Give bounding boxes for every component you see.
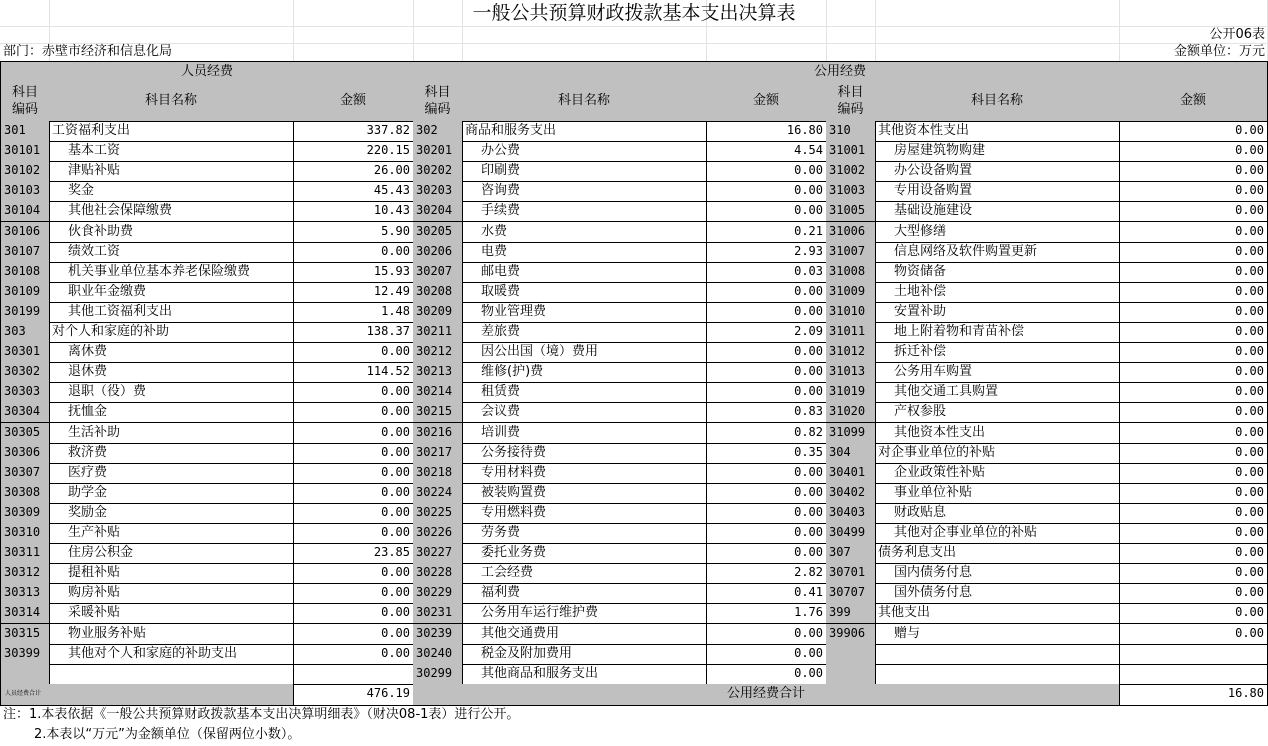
personnel-row-code: 30311 [0,543,50,564]
public-a-row-name: 公务用车运行维护费 [462,603,707,624]
public-b-row-name: 信息网络及软件购置更新 [875,242,1120,263]
public-b-col-amount: 金额 [1119,80,1268,122]
public-b-row-name: 安置补助 [875,302,1120,323]
public-a-row-amount: 0.83 [706,402,827,423]
personnel-row-name: 抚恤金 [49,402,294,423]
public-b-row-name: 房屋建筑物购建 [875,141,1120,162]
public-a-col-code: 科目 编码 [413,80,463,122]
public-b-row-code: 31012 [826,342,876,363]
personnel-row-amount: 10.43 [293,201,414,222]
form-number: 公开06表 [1209,27,1265,42]
public-a-row-name: 商品和服务支出 [462,121,707,142]
personnel-row-amount: 0.00 [293,644,414,665]
personnel-row-name: 购房补贴 [49,583,294,604]
personnel-row-name: 离休费 [49,342,294,363]
public-b-row-code: 30499 [826,523,876,544]
public-a-row-name: 其他交通费用 [462,624,707,645]
public-b-row-amount: 0.00 [1119,161,1268,182]
public-a-row-code: 30231 [413,603,463,624]
public-a-row-amount: 0.00 [706,523,827,544]
public-a-row-amount: 0.00 [706,382,827,403]
personnel-row-amount: 0.00 [293,483,414,504]
grid-cell [826,26,876,44]
personnel-row-code: 30199 [0,302,50,323]
personnel-row-code: 30312 [0,563,50,584]
personnel-row-amount: 0.00 [293,563,414,584]
public-b-row-code: 30403 [826,503,876,524]
public-a-row-name: 差旅费 [462,322,707,343]
public-a-row-amount: 0.00 [706,161,827,182]
personnel-row-name: 退职（役）费 [49,382,294,403]
public-a-col-name: 科目名称 [462,80,707,122]
public-b-row-code: 39906 [826,624,876,645]
public-b-col-name: 科目名称 [875,80,1120,122]
personnel-total-label: 人员经费合计 [0,684,294,706]
public-a-row-code: 30240 [413,644,463,665]
public-b-row-code: 31007 [826,242,876,263]
public-b-row-name: 土地补偿 [875,282,1120,303]
personnel-row-code: 30314 [0,603,50,624]
grid-cell [462,43,707,62]
personnel-row-amount: 337.82 [293,121,414,142]
public-a-row-code: 30299 [413,664,463,685]
personnel-row-code: 30306 [0,443,50,464]
public-b-row-code: 31003 [826,181,876,202]
personnel-row-code: 30315 [0,624,50,645]
public-b-row-code: 30401 [826,463,876,484]
public-a-row-name: 电费 [462,242,707,263]
public-a-row-code: 30202 [413,161,463,182]
public-b-row-amount: 0.00 [1119,382,1268,403]
personnel-row-amount: 15.93 [293,262,414,283]
personnel-col-name: 科目名称 [49,80,294,122]
grid-cell [875,43,1120,62]
public-a-row-code: 30207 [413,262,463,283]
personnel-row-code: 30101 [0,141,50,162]
public-a-row-code: 30217 [413,443,463,464]
public-b-row-code: 31013 [826,362,876,383]
public-b-row-name: 企业政策性补贴 [875,463,1120,484]
public-a-row-name: 办公费 [462,141,707,162]
personnel-row-code: 30107 [0,242,50,263]
personnel-row-code: 30103 [0,181,50,202]
public-b-row-amount: 0.00 [1119,322,1268,343]
personnel-row-code: 30301 [0,342,50,363]
personnel-row-name: 工资福利支出 [49,121,294,142]
public-a-row-code: 30214 [413,382,463,403]
public-a-row-name: 会议费 [462,402,707,423]
personnel-row-code: 30399 [0,644,50,665]
public-a-row-code: 30213 [413,362,463,383]
public-b-row-code: 31001 [826,141,876,162]
personnel-row-name: 对个人和家庭的补助 [49,322,294,343]
public-a-row-code: 30215 [413,402,463,423]
public-a-row-amount: 0.00 [706,282,827,303]
public-b-row-name [875,644,1120,665]
public-a-col-amount: 金额 [706,80,827,122]
public-b-row-amount: 0.00 [1119,523,1268,544]
public-b-row-amount: 0.00 [1119,402,1268,423]
public-a-row-amount: 0.00 [706,543,827,564]
personnel-row-code [0,664,50,685]
public-b-row-amount: 0.00 [1119,443,1268,464]
personnel-row-amount: 12.49 [293,282,414,303]
public-b-row-code: 31006 [826,222,876,243]
public-a-row-code: 30218 [413,463,463,484]
public-a-row-code: 302 [413,121,463,142]
personnel-row-name: 其他工资福利支出 [49,302,294,323]
personnel-row-name: 其他对个人和家庭的补助支出 [49,644,294,665]
grid-cell [706,43,827,62]
public-a-row-name: 劳务费 [462,523,707,544]
public-a-row-amount: 16.80 [706,121,827,142]
public-a-row-code: 30216 [413,423,463,444]
public-b-row-code: 31020 [826,402,876,423]
public-a-row-name: 取暖费 [462,282,707,303]
public-a-row-amount: 0.00 [706,362,827,383]
public-b-row-name: 地上附着物和青苗补偿 [875,322,1120,343]
personnel-row-amount: 0.00 [293,523,414,544]
public-b-row-amount: 0.00 [1119,181,1268,202]
public-b-row-name: 其他资本性支出 [875,121,1120,142]
public-a-row-name: 被装购置费 [462,483,707,504]
personnel-row-name: 奖励金 [49,503,294,524]
footnote-2: 2.本表以“万元”为金额单位（保留两位小数）。 [34,726,301,742]
public-b-row-code: 31011 [826,322,876,343]
personnel-row-amount: 0.00 [293,603,414,624]
personnel-row-code: 30307 [0,463,50,484]
personnel-total-value: 476.19 [293,684,414,706]
public-b-row-amount: 0.00 [1119,342,1268,363]
public-b-row-code: 30402 [826,483,876,504]
personnel-header: 人员经费 [0,61,414,81]
public-b-row-name: 办公设备购置 [875,161,1120,182]
personnel-row-name: 津贴补贴 [49,161,294,182]
public-a-row-code: 30229 [413,583,463,604]
personnel-row-amount: 1.48 [293,302,414,323]
public-a-row-amount: 2.82 [706,563,827,584]
public-b-row-code: 31009 [826,282,876,303]
public-b-row-name: 其他交通工具购置 [875,382,1120,403]
public-b-row-name: 其他对企事业单位的补贴 [875,523,1120,544]
public-a-row-amount: 0.00 [706,302,827,323]
personnel-row-code: 30303 [0,382,50,403]
grid-cell [875,26,1120,44]
personnel-row-code: 30308 [0,483,50,504]
public-b-row-code: 399 [826,603,876,624]
public-b-row-name: 公务用车购置 [875,362,1120,383]
grid-cell [826,43,876,62]
personnel-row-code: 30302 [0,362,50,383]
public-a-row-code: 30228 [413,563,463,584]
personnel-row-code: 303 [0,322,50,343]
public-a-row-name: 其他商品和服务支出 [462,664,707,685]
public-b-row-amount [1119,664,1268,685]
public-b-row-name: 基础设施建设 [875,201,1120,222]
personnel-row-name: 生活补助 [49,423,294,444]
public-b-row-amount: 0.00 [1119,201,1268,222]
public-b-row-amount: 0.00 [1119,282,1268,303]
public-b-row-amount: 0.00 [1119,242,1268,263]
public-a-row-name: 公务接待费 [462,443,707,464]
public-a-row-amount: 0.03 [706,262,827,283]
public-b-row-code [826,664,876,685]
department-label: 部门：赤壁市经济和信息化局 [3,44,173,59]
public-a-row-name: 邮电费 [462,262,707,283]
personnel-row-code: 30106 [0,222,50,243]
public-b-row-amount: 0.00 [1119,624,1268,645]
public-b-row-name: 债务利息支出 [875,543,1120,564]
personnel-row-amount: 0.00 [293,443,414,464]
personnel-row-amount: 0.00 [293,423,414,444]
public-b-row-code: 31008 [826,262,876,283]
public-a-row-amount: 0.00 [706,644,827,665]
public-a-row-code: 30224 [413,483,463,504]
personnel-row-amount: 45.43 [293,181,414,202]
public-a-row-code: 30226 [413,523,463,544]
public-a-row-code: 30208 [413,282,463,303]
personnel-row-name: 医疗费 [49,463,294,484]
public-a-row-name: 租赁费 [462,382,707,403]
public-a-row-amount: 2.93 [706,242,827,263]
public-a-row-code: 30206 [413,242,463,263]
public-a-row-code: 30201 [413,141,463,162]
personnel-row-name: 采暖补贴 [49,603,294,624]
public-a-row-name: 培训费 [462,423,707,444]
public-a-row-name: 税金及附加费用 [462,644,707,665]
public-total-value: 16.80 [1119,684,1268,706]
public-b-row-code: 30701 [826,563,876,584]
public-b-row-name: 国外债务付息 [875,583,1120,604]
public-header: 公用经费 [413,61,1268,81]
public-b-row-amount: 0.00 [1119,603,1268,624]
footnote-1: 注：1.本表依据《一般公共预算财政拨款基本支出决算明细表》（财决08-1表）进行公开。 [3,706,520,722]
public-b-row-amount: 0.00 [1119,141,1268,162]
public-a-row-amount: 4.54 [706,141,827,162]
public-b-row-amount: 0.00 [1119,543,1268,564]
personnel-row-name [49,664,294,685]
grid-cell [293,26,414,44]
public-a-row-amount: 0.00 [706,201,827,222]
personnel-row-amount: 0.00 [293,402,414,423]
personnel-row-name: 物业服务补贴 [49,624,294,645]
personnel-row-amount: 23.85 [293,543,414,564]
public-b-row-name: 产权参股 [875,402,1120,423]
public-b-row-code: 30707 [826,583,876,604]
public-b-row-amount: 0.00 [1119,302,1268,323]
personnel-row-name: 退休费 [49,362,294,383]
public-a-row-code: 30225 [413,503,463,524]
public-b-row-amount: 0.00 [1119,362,1268,383]
public-a-row-name: 专用燃料费 [462,503,707,524]
public-a-row-code: 30205 [413,222,463,243]
public-b-row-amount: 0.00 [1119,583,1268,604]
public-b-row-name: 大型修缮 [875,222,1120,243]
personnel-row-code: 30102 [0,161,50,182]
public-a-row-name: 手续费 [462,201,707,222]
public-a-row-amount: 1.76 [706,603,827,624]
public-b-row-code: 31019 [826,382,876,403]
public-a-row-amount: 2.09 [706,322,827,343]
public-b-row-name: 其他支出 [875,603,1120,624]
page-title: 一般公共预算财政拨款基本支出决算表 [472,2,796,24]
public-a-row-name: 因公出国（境）费用 [462,342,707,363]
public-a-row-name: 物业管理费 [462,302,707,323]
public-b-row-code: 310 [826,121,876,142]
public-a-row-name: 专用材料费 [462,463,707,484]
personnel-row-name: 职业年金缴费 [49,282,294,303]
public-b-row-amount: 0.00 [1119,483,1268,504]
public-b-row-amount: 0.00 [1119,121,1268,142]
public-b-row-code: 31010 [826,302,876,323]
personnel-row-name: 绩效工资 [49,242,294,263]
public-b-row-name [875,664,1120,685]
public-b-row-name: 对企事业单位的补贴 [875,443,1120,464]
personnel-row-code: 30104 [0,201,50,222]
public-b-row-code [826,644,876,665]
public-a-row-amount: 0.00 [706,342,827,363]
public-a-row-amount: 0.00 [706,503,827,524]
public-a-row-name: 印刷费 [462,161,707,182]
public-a-row-amount: 0.82 [706,423,827,444]
personnel-row-name: 救济费 [49,443,294,464]
unit-label: 金额单位：万元 [1173,44,1265,59]
personnel-row-amount: 0.00 [293,382,414,403]
public-a-row-amount: 0.21 [706,222,827,243]
personnel-row-code: 30313 [0,583,50,604]
personnel-row-amount [293,664,414,685]
public-a-row-amount: 0.00 [706,624,827,645]
personnel-row-name: 其他社会保障缴费 [49,201,294,222]
personnel-row-code: 30310 [0,523,50,544]
public-a-row-name: 福利费 [462,583,707,604]
public-a-row-name: 水费 [462,222,707,243]
public-total-label: 公用经费合计 [413,684,1120,706]
public-a-row-name: 维修(护)费 [462,362,707,383]
personnel-row-name: 提租补贴 [49,563,294,584]
public-a-row-amount: 0.00 [706,181,827,202]
personnel-row-code: 30309 [0,503,50,524]
personnel-row-name: 伙食补助费 [49,222,294,243]
public-a-row-code: 30203 [413,181,463,202]
personnel-row-name: 基本工资 [49,141,294,162]
personnel-row-name: 机关事业单位基本养老保险缴费 [49,262,294,283]
public-a-row-code: 30227 [413,543,463,564]
personnel-row-amount: 138.37 [293,322,414,343]
public-a-row-amount: 0.41 [706,583,827,604]
public-a-row-name: 工会经费 [462,563,707,584]
personnel-row-name: 助学金 [49,483,294,504]
personnel-row-code: 30108 [0,262,50,283]
personnel-row-amount: 0.00 [293,583,414,604]
public-a-row-amount: 0.00 [706,463,827,484]
grid-cell [293,43,414,62]
public-a-row-name: 委托业务费 [462,543,707,564]
public-b-row-amount: 0.00 [1119,222,1268,243]
public-b-row-code: 31005 [826,201,876,222]
public-a-row-code: 30212 [413,342,463,363]
personnel-row-amount: 0.00 [293,342,414,363]
personnel-row-code: 30305 [0,423,50,444]
public-b-row-name: 拆迁补偿 [875,342,1120,363]
personnel-row-code: 30109 [0,282,50,303]
public-a-row-code: 30239 [413,624,463,645]
personnel-row-amount: 0.00 [293,463,414,484]
public-b-row-amount: 0.00 [1119,262,1268,283]
public-a-row-code: 30204 [413,201,463,222]
personnel-row-amount: 5.90 [293,222,414,243]
personnel-row-amount: 0.00 [293,242,414,263]
public-b-row-name: 专用设备购置 [875,181,1120,202]
grid-cell [413,43,463,62]
public-b-row-name: 事业单位补贴 [875,483,1120,504]
personnel-row-amount: 0.00 [293,503,414,524]
personnel-row-amount: 0.00 [293,624,414,645]
personnel-row-name: 住房公积金 [49,543,294,564]
public-b-row-amount: 0.00 [1119,463,1268,484]
public-b-row-name: 物资储备 [875,262,1120,283]
public-a-row-amount: 0.35 [706,443,827,464]
personnel-row-code: 301 [0,121,50,142]
public-a-row-amount: 0.00 [706,483,827,504]
grid-cell [706,26,827,44]
public-b-row-name: 财政贴息 [875,503,1120,524]
grid-cell [413,26,463,44]
public-a-row-amount: 0.00 [706,664,827,685]
personnel-row-amount: 114.52 [293,362,414,383]
grid-cell [0,26,50,44]
public-b-row-amount [1119,644,1268,665]
personnel-row-amount: 220.15 [293,141,414,162]
public-b-row-amount: 0.00 [1119,423,1268,444]
personnel-row-amount: 26.00 [293,161,414,182]
public-b-row-code: 304 [826,443,876,464]
public-b-row-name: 国内债务付息 [875,563,1120,584]
personnel-col-amount: 金额 [293,80,414,122]
grid-cell [462,26,707,44]
public-b-row-name: 其他资本性支出 [875,423,1120,444]
personnel-col-code: 科目 编码 [0,80,50,122]
personnel-row-code: 30304 [0,402,50,423]
grid-cell [49,26,294,44]
personnel-row-name: 奖金 [49,181,294,202]
public-a-row-name: 咨询费 [462,181,707,202]
personnel-row-name: 生产补贴 [49,523,294,544]
public-b-col-code: 科目 编码 [826,80,876,122]
public-b-row-amount: 0.00 [1119,503,1268,524]
public-b-row-name: 赠与 [875,624,1120,645]
public-a-row-code: 30211 [413,322,463,343]
public-b-row-amount: 0.00 [1119,563,1268,584]
public-b-row-code: 31002 [826,161,876,182]
public-a-row-code: 30209 [413,302,463,323]
public-b-row-code: 31099 [826,423,876,444]
public-b-row-code: 307 [826,543,876,564]
